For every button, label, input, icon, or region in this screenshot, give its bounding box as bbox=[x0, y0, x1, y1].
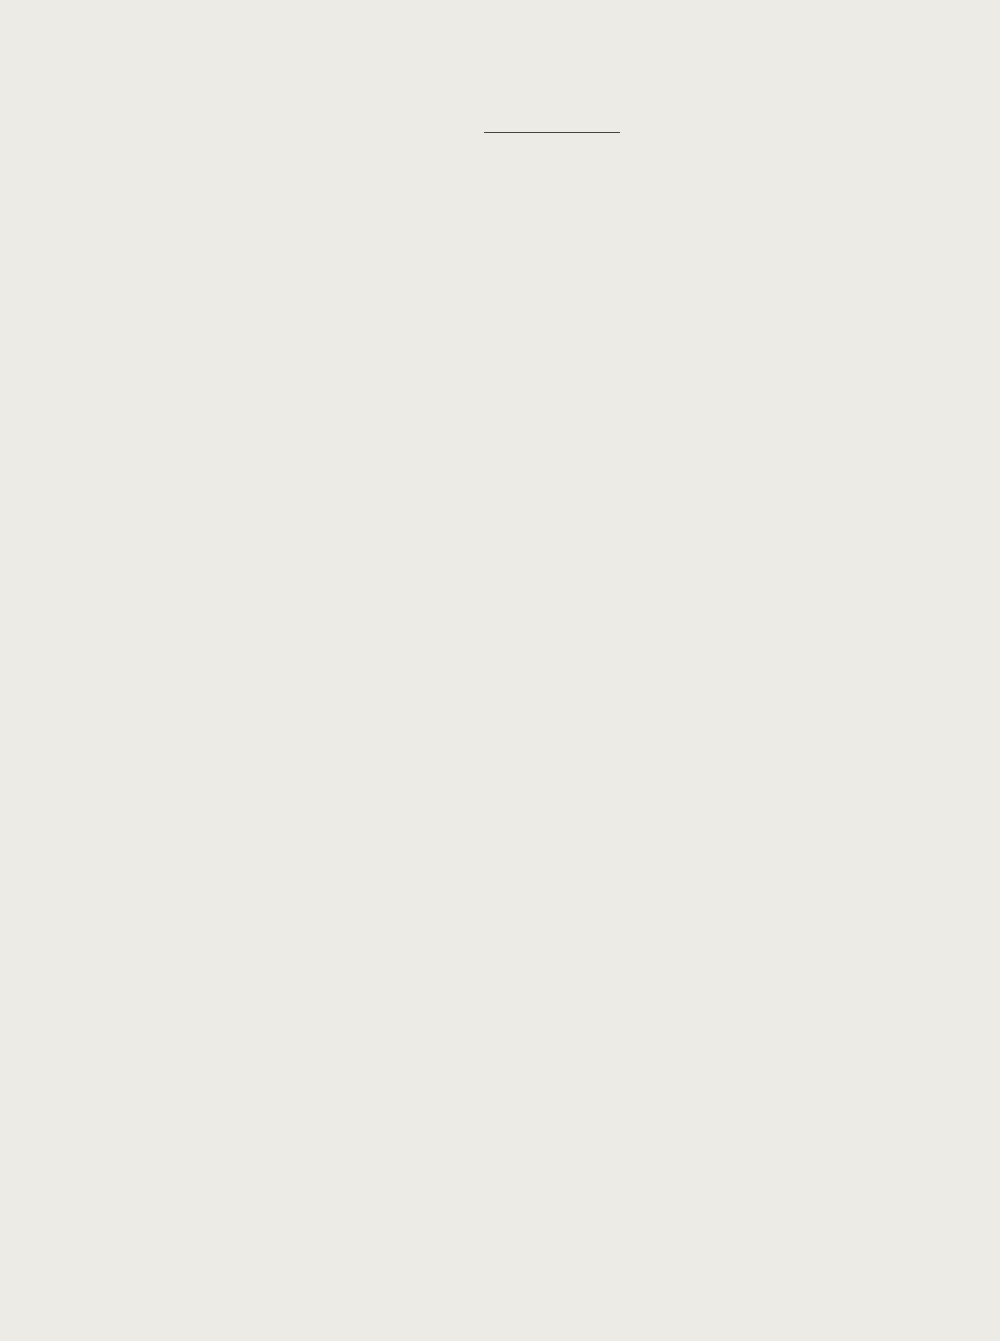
divider-rule bbox=[484, 132, 620, 133]
document-body bbox=[112, 126, 912, 159]
